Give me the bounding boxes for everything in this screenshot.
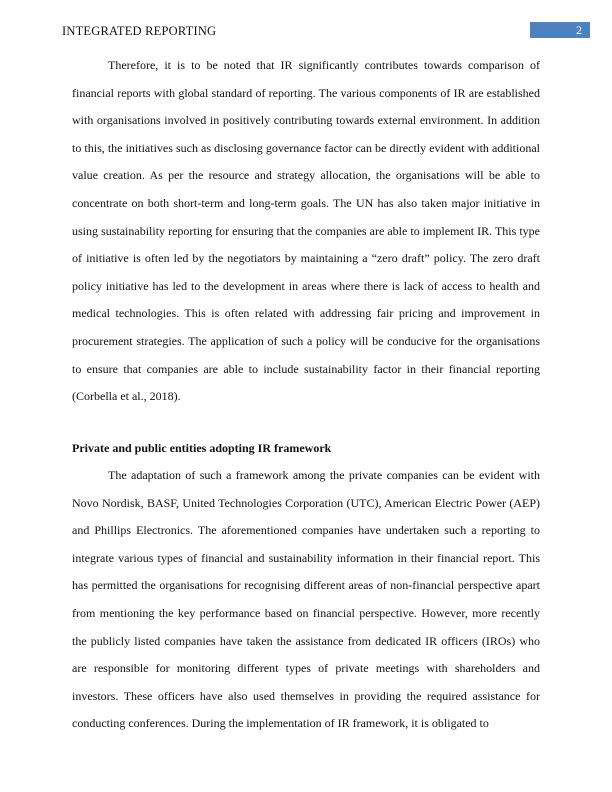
page-number: 2 xyxy=(576,23,582,37)
section-heading: Private and public entities adopting IR framework xyxy=(72,441,332,455)
running-header-title: INTEGRATED REPORTING xyxy=(62,24,217,38)
page-number-badge xyxy=(530,22,590,38)
body-paragraph-2: The adaptation of such a framework among the private companies can be evident with Novo Nordisk, BASF, United Technologies Corporation (UTC), American Electric Power (AEP) and Phillips Electronics. The aforementioned companies have undertaken such a reporting to integrate various types of financial and sustainability information in their financial report. This has permitted the organisations for recognising different areas of non-financial perspective apart from mentioning the key performance based on financial perspective. However, more recently the publicly listed companies have taken the assistance from dedicated IR officers (IROs) who are responsible for monitoring different types of private meetings with shareholders and investors. These officers have also used themselves in providing the required assistance for conducting conferences. During the implementation of IR framework, it is obligated to xyxy=(72,468,540,731)
body-paragraph-1: Therefore, it is to be noted that IR significantly contributes towards comparison of financial reports with global standard of reporting. The various components of IR are established with organisations involved in positively contributing towards external environment. In addition to this, the initiatives such as disclosing governance factor can be directly evident with additional value creation. As per the resource and strategy allocation, the organisations will be able to concentrate on both short-term and long-term goals. The UN has also taken major initiative in using sustainability reporting for ensuring that the companies are able to implement IR. This type of initiative is often led by the negotiators by maintaining a “zero draft” policy. The zero draft policy initiative has led to the development in areas where there is lack of access to health and medical technologies. This is often related with addressing fair pricing and improvement in procurement strategies. The application of such a policy will be conducive for the organisations to ensure that companies are able to include sustainability factor in their financial reporting (Corbella et al., 2018). xyxy=(72,58,540,404)
